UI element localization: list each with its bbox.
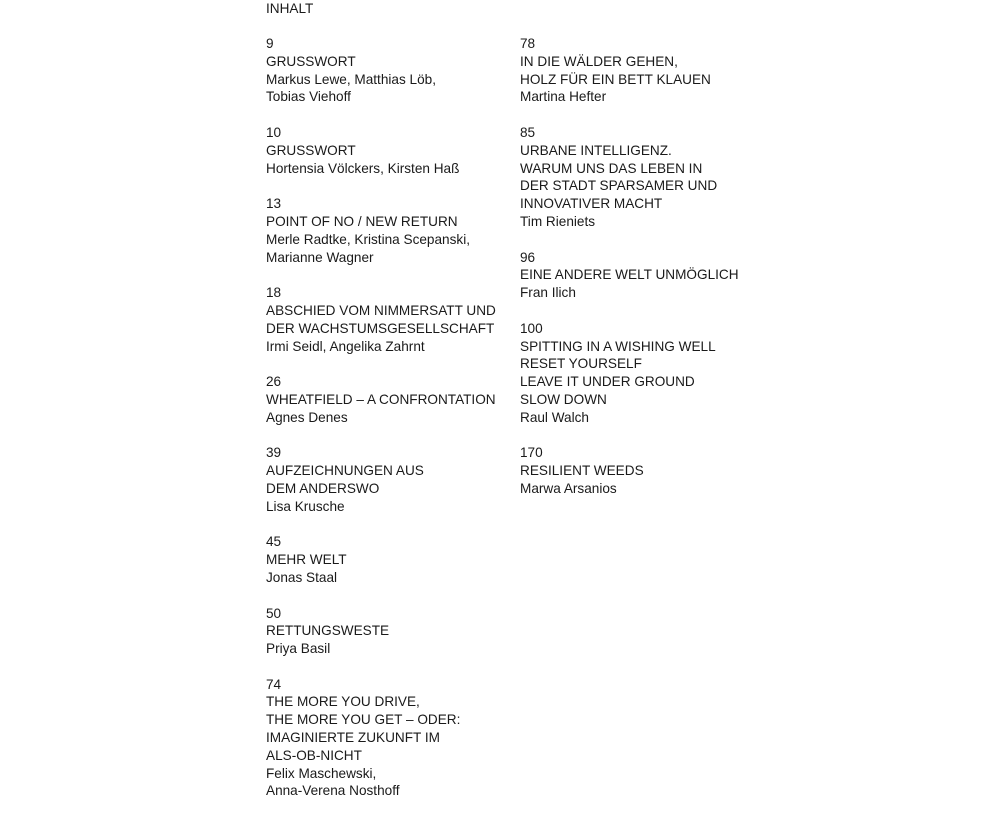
toc-entry-title-line: HOLZ FÜR EIN BETT KLAUEN (520, 71, 711, 87)
toc-entry (266, 605, 511, 658)
toc-entry-author-line: Fran Ilich (520, 285, 576, 301)
toc-entry-title-line: DER STADT SPARSAMER UND (520, 178, 718, 194)
toc-entry-title-line: POINT OF NO / NEW RETURN (266, 213, 458, 229)
toc-entry-title-line: SLOW DOWN (520, 391, 607, 407)
toc-entry-title-line: URBANE INTELLIGENZ. (520, 142, 672, 158)
toc-entry (520, 444, 765, 497)
toc-entry-title-line: THE MORE YOU GET – ODER: (266, 712, 461, 728)
page-title: INHALT (266, 1, 314, 16)
toc-page-number: 9 (266, 36, 274, 51)
toc-page-number: 96 (520, 249, 536, 265)
toc-entry-title-line: GRUSSWORT (266, 53, 356, 69)
toc-column-right (520, 35, 765, 516)
toc-page-number: 39 (266, 445, 282, 461)
toc-entry-author-line: Tim Rieniets (520, 213, 596, 229)
toc-entry-title-line: IN DIE WÄLDER GEHEN, (520, 53, 678, 69)
toc-column-left (266, 35, 511, 818)
toc-entry-title-line: ALS-OB-NICHT (266, 747, 362, 763)
toc-entry-title-line: INNOVATIVER MACHT (520, 196, 663, 212)
toc-page-number: 45 (266, 534, 282, 550)
toc-entry-title-line: THE MORE YOU DRIVE, (266, 694, 420, 710)
toc-page-number: 78 (520, 36, 536, 51)
toc-entry-title-line: RETTUNGSWESTE (266, 623, 390, 639)
toc-entry-title-line: RESET YOURSELF (520, 356, 642, 372)
toc-entry-author-line: Martina Hefter (520, 89, 607, 105)
toc-entry-author-line: Markus Lewe, Matthias Löb, (266, 71, 437, 87)
toc-entry-title-line: GRUSSWORT (266, 142, 356, 158)
toc-page-number: 18 (266, 285, 282, 301)
toc-entry-title-line: IMAGINIERTE ZUKUNFT IM (266, 730, 440, 746)
toc-entry-author-line: Marianne Wagner (266, 249, 374, 265)
toc-page-number: 26 (266, 374, 282, 390)
toc-entry-author-line: Tobias Viehoff (266, 89, 351, 105)
toc-entry-title-line: SPITTING IN A WISHING WELL (520, 338, 716, 354)
toc-entry (266, 35, 511, 106)
toc-entry (266, 284, 511, 355)
toc-entry (520, 249, 765, 302)
toc-entry-title-line: ABSCHIED VOM NIMMERSATT UND (266, 302, 496, 318)
toc-entry-author-line: Irmi Seidl, Angelika Zahrnt (266, 338, 425, 354)
toc-entry (520, 35, 765, 106)
toc-page-number: 100 (520, 320, 543, 336)
toc-entry-title-line: WARUM UNS DAS LEBEN IN (520, 160, 703, 176)
toc-entry-title-line: WHEATFIELD – A CONFRONTATION (266, 391, 496, 407)
toc-entry-author-line: Hortensia Völckers, Kirsten Haß (266, 160, 460, 176)
toc-entry-title-line: AUFZEICHNUNGEN AUS (266, 463, 424, 479)
toc-entry-title-line: RESILIENT WEEDS (520, 463, 644, 479)
toc-entry-author-line: Agnes Denes (266, 409, 348, 425)
toc-entry-title-line: EINE ANDERE WELT UNMÖGLICH (520, 267, 739, 283)
toc-entry-title-line: DER WACHSTUMSGESELLSCHAFT (266, 320, 495, 336)
toc-page-number: 85 (520, 124, 536, 140)
toc-entry (266, 124, 511, 177)
toc-entry-author-line: Jonas Staal (266, 569, 338, 585)
toc-entry-author-line: Raul Walch (520, 409, 589, 425)
toc-entry (520, 124, 765, 231)
toc-entry (520, 320, 765, 427)
toc-entry-author-line: Felix Maschewski, (266, 765, 377, 781)
toc-entry (266, 373, 511, 426)
toc-entry-author-line: Lisa Krusche (266, 498, 345, 514)
toc-page-number: 10 (266, 124, 282, 140)
toc-entry-title-line: MEHR WELT (266, 552, 347, 568)
toc-entry-title-line: LEAVE IT UNDER GROUND (520, 374, 695, 390)
toc-entry (266, 444, 511, 515)
toc-entry-author-line: Anna-Verena Nosthoff (266, 783, 400, 799)
toc-entry (266, 195, 511, 266)
toc-page-number: 13 (266, 196, 282, 212)
toc-entry-author-line: Priya Basil (266, 641, 331, 657)
toc-entry (266, 676, 511, 801)
toc-page-number: 74 (266, 676, 282, 692)
toc-page-number: 170 (520, 445, 543, 461)
toc-entry-title-line: DEM ANDERSWO (266, 480, 380, 496)
toc-page-number: 50 (266, 605, 282, 621)
toc-entry-author-line: Merle Radtke, Kristina Scepanski, (266, 231, 470, 247)
toc-entry (266, 533, 511, 586)
toc-entry-author-line: Marwa Arsanios (520, 480, 617, 496)
